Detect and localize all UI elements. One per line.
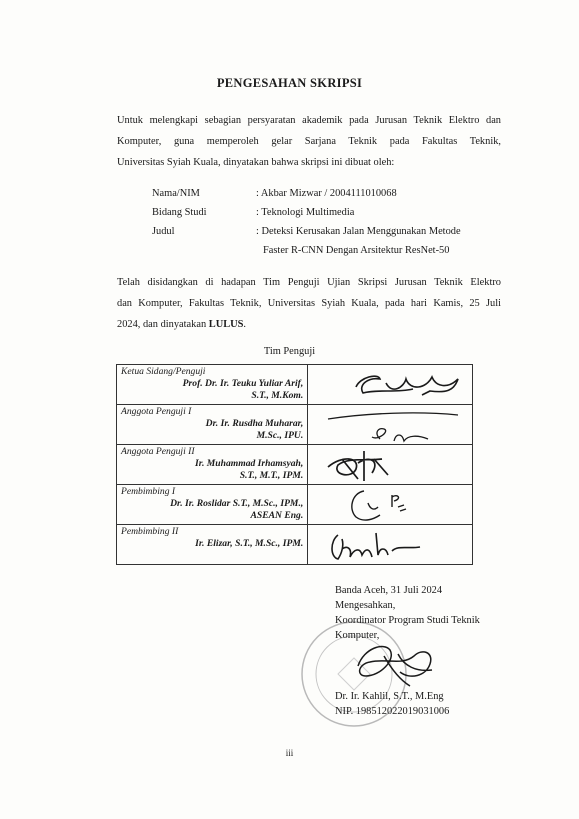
table-row <box>117 365 473 405</box>
name-row <box>152 184 523 203</box>
statement-line: dan Komputer, Fakultas Teknik, Universitas Syiah Kuala, pada hari Kamis, 25 Juli <box>117 298 501 309</box>
coordinator-nip: NIP. 198512022019031006 <box>335 706 450 717</box>
coordinator-position-2: Komputer, <box>335 630 380 641</box>
student-info <box>152 184 523 260</box>
statement-line: Telah disidangkan di hadapan Tim Penguji Ujian Skripsi Jurusan Teknik Elektro <box>117 277 501 288</box>
thesis-title-value: : Deteksi Kerusakan Jalan Menggunakan Metode <box>256 226 461 237</box>
page-title: PENGESAHAN SKRIPSI <box>216 76 363 90</box>
committee-member: Anggota Penguji II Ir. Muhammad Irhamsyah, S.T., M.T., IPM. <box>117 445 308 485</box>
signature-image <box>308 365 478 404</box>
place-date: Banda Aceh, 31 Juli 2024 <box>335 585 443 596</box>
approve-text: Mengesahkan, <box>335 600 396 611</box>
intro-line: Universitas Syiah Kuala, dinyatakan bahwa skripsi ini dibuat oleh: <box>117 157 395 168</box>
coordinator-name: Dr. Ir. Kahlil, S.T., M.Eng <box>335 691 444 702</box>
signature-cell <box>308 485 473 525</box>
name-value: : Akbar Mizwar / 2004111010068 <box>256 188 397 199</box>
field-label: Bidang Studi <box>152 207 207 218</box>
statement-paragraph <box>117 272 501 335</box>
thesis-title-value-2: Faster R-CNN Dengan Arsitektur ResNet-50 <box>263 245 450 256</box>
name-label: Nama/NIM <box>152 188 200 199</box>
approval-block <box>335 583 480 719</box>
table-row <box>117 405 473 445</box>
result-lulus: LULUS <box>208 319 244 330</box>
field-row <box>152 203 523 222</box>
signature-cell <box>308 365 473 405</box>
committee-member: Pembimbing I Dr. Ir. Roslidar S.T., M.Sc., IPM., ASEAN Eng. <box>117 485 308 525</box>
committee-table <box>116 364 473 565</box>
signature-image <box>308 405 478 444</box>
thesis-title-row-2 <box>152 241 523 260</box>
signature-image <box>308 445 478 484</box>
table-row <box>117 525 473 565</box>
committee-member: Ketua Sidang/Penguji Prof. Dr. Ir. Teuku Yuliar Arif, S.T., M.Kom. <box>117 365 308 405</box>
table-row <box>117 445 473 485</box>
page-number: iii <box>285 748 294 758</box>
statement-line: 2024, dan dinyatakan LULUS. <box>117 319 247 330</box>
table-row <box>117 485 473 525</box>
field-value: : Teknologi Multimedia <box>256 207 355 218</box>
signature-cell <box>308 405 473 445</box>
coordinator-position: Koordinator Program Studi Teknik <box>335 615 480 626</box>
signature-cell <box>308 445 473 485</box>
signature-image <box>308 485 478 524</box>
intro-line: Komputer, guna memperoleh gelar Sarjana Teknik pada Fakultas Teknik, <box>117 136 501 147</box>
intro-paragraph <box>117 110 501 173</box>
committee-member: Pembimbing II Ir. Elizar, S.T., M.Sc., IPM. <box>117 525 308 565</box>
committee-member: Anggota Penguji I Dr. Ir. Rusdha Muharar, M.Sc., IPU. <box>117 405 308 445</box>
thesis-title-label: Judul <box>152 226 175 237</box>
signature-cell <box>308 525 473 565</box>
thesis-title-row <box>152 222 523 241</box>
committee-heading: Tim Penguji <box>263 346 316 357</box>
signature-image <box>308 525 478 564</box>
intro-line: Untuk melengkapi sebagian persyaratan akademik pada Jurusan Teknik Elektro dan <box>117 115 501 126</box>
